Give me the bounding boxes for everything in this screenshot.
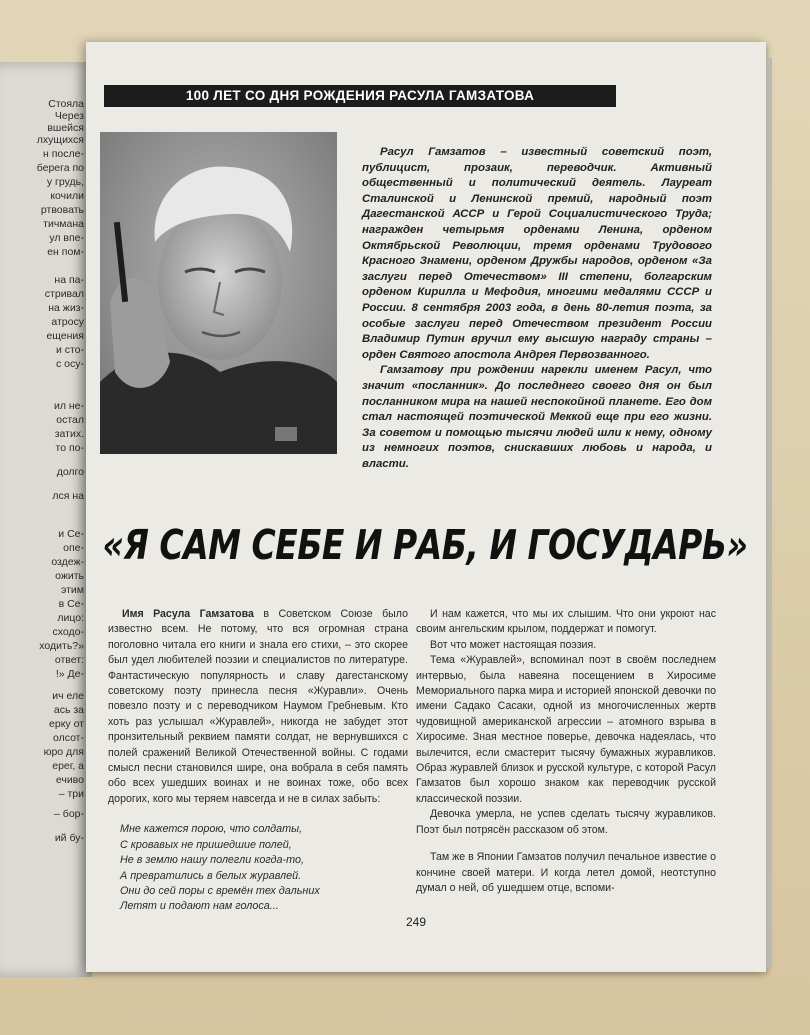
left-page-line: кочили <box>50 190 84 202</box>
poem-line: А превратились в белых журавлей. <box>120 869 302 882</box>
left-page-line: Через <box>54 110 84 122</box>
column-2-paragraph: И нам кажется, что мы их слышим. Что они укроют нас своим ангельским крылом, поддержат и помогут. <box>416 608 716 636</box>
left-page-line: ечиво <box>55 774 84 786</box>
left-page-line: лицо: <box>57 612 84 624</box>
left-page-line: этим <box>60 584 84 596</box>
column-1-text: в Советском Союзе было известно всем. Не потому, что вся огромная страна поголовно читала его книги и знала его стихи, – это скорее был удел любителей поэзии и специалистов по литературе. Фантастическую популярность и славу дагестанскому советскому поэту принесла песня «Журавли». Очень повезло поэту и с переводчиком Наумом Гребневым. Кто хоть раз услышал «Журавлей», никогда не забудет этот пронзительный реквием памяти солдат, не вернувшихся с полей сражений Великой Отечественной войны. С годами смысл песни становился шире, она вобрала в себя память обо всех ушедших воинах и не воинах тоже, обо всех дорогих, кого мы теряем навсегда и не в силах забыть: <box>108 608 408 805</box>
left-page-line: тичмана <box>43 218 84 230</box>
portrait-photo <box>100 132 337 454</box>
left-page-line: Стояла <box>48 98 84 110</box>
left-page-line: ий бу- <box>54 832 84 844</box>
left-page-line: ил не- <box>53 400 84 412</box>
bio-paragraph-2: Гамзатову при рождении нарекли именем Расул, что значит «посланник». До последнего своего дня он был посланником мира на нашей неспокойной планете. Его дом стал настоящей поэтической Меккой еще при его жизни. За советом и помощью тысячи людей шли к нему, одному из немногих поэтов, снискавших любовь и народа, и власти. <box>362 364 712 470</box>
paragraph-gap <box>416 838 716 850</box>
poem-line: Не в землю нашу полегли когда-то, <box>120 854 304 867</box>
left-page-line: берега по <box>36 162 84 174</box>
left-page-line: ась за <box>53 704 84 716</box>
column-2-paragraph: Там же в Японии Гамзатов получил печальное известие о кончине своей матери. И когда летел домой, неотступно думал о ней, об ушедшем отце, вспоми- <box>416 851 716 894</box>
left-page-line: опе- <box>63 542 84 554</box>
poem-line: Летят и подают нам голоса... <box>120 900 279 913</box>
section-banner: 100 ЛЕТ СО ДНЯ РОЖДЕНИЯ РАСУЛА ГАМЗАТОВА <box>104 85 616 107</box>
left-page-line: атросу <box>51 316 84 328</box>
biography-text <box>362 145 712 472</box>
left-page-line: – бор- <box>54 808 84 820</box>
left-page-line: и сто- <box>55 344 84 356</box>
left-page-line: ещения <box>46 330 84 342</box>
left-page-line: ерку от <box>49 718 84 730</box>
left-page-line: сходо- <box>52 626 84 638</box>
left-page-line: ответ: <box>54 654 84 666</box>
poem-line: С кровавых не пришедшие полей, <box>120 838 292 851</box>
poem-line: Мне кажется порою, что солдаты, <box>120 823 303 836</box>
left-page-line: в Се- <box>58 598 84 610</box>
left-page-line: с осу- <box>55 358 84 370</box>
left-page-line: ходить?» <box>39 640 84 652</box>
column-2-paragraph: Тема «Журавлей», вспоминал поэт в своём последнем интервью, была навеяна посещением в Хиросиме Мемориального парка мира и историей японской девочки по имени Садако Сасаки, одной из многочисленных жертв чудовищной американской агрессии – атомного взрыва в Хиросиме. Зная местное поверье, девочка надеялась, что вылечится, если смастерит тысячу бумажных журавликов. Образ журавлей близок и русской культуре, с которой Расул Гамзатов был хорошо знаком как переводчик русской классической поэзии. <box>416 654 716 805</box>
left-page-line: ул впе- <box>49 232 84 244</box>
lead-in: Имя Расула Гамзатова <box>122 608 254 620</box>
article-column-1 <box>108 607 408 915</box>
column-2-paragraph: Вот что может настоящая поэзия. <box>430 638 597 651</box>
left-page-line: затих. <box>54 428 84 440</box>
left-page-line: ртвовать <box>40 204 84 216</box>
left-page-line: и Се- <box>58 528 84 540</box>
poem-line: Они до сей поры с времён тех дальних <box>120 884 320 897</box>
left-page-line: остал <box>56 414 84 426</box>
bio-paragraph-1: Расул Гамзатов – известный советский поэт, публицист, прозаик, переводчик. Активный общественный и политический деятель. Лауреат Сталинской и Ленинской премий, народный поэт Дагестанской АССР и Герой Социалистического Труда; награжден четырьмя орденами Ленина, орденом Октябрьской Революции, тремя орденами Трудового Красного Знамени, орденом Дружбы народов, орденом «За заслуги перед Отечеством» III степени, болгарским орденом Кирилла и Мефодия, многими медалями СССР и России. 8 сентября 2003 года, в день 80-летия поэта, за особые заслуги перед Отечеством президент России Владимир Путин вручил ему высшую награду страны – орден Святого апостола Андрея Первозванного. <box>362 146 712 361</box>
left-page-line: ожить <box>55 570 84 582</box>
page-number: 249 <box>405 915 427 929</box>
left-page-line: н после- <box>43 148 84 160</box>
left-page-line: на па- <box>54 274 84 286</box>
left-page-line: лся на <box>52 490 84 502</box>
left-page-line: ич еле <box>52 690 84 702</box>
left-page-line: вшейся <box>47 122 84 134</box>
left-page-line: у грудь, <box>46 176 84 188</box>
left-page-line: на жиз- <box>48 302 84 314</box>
left-page-line: долго <box>56 466 84 478</box>
left-page-line: ерег, а <box>52 760 84 772</box>
article-headline: «Я САМ СЕБЕ И РАБ, И ГОСУДАРЬ» <box>102 520 748 569</box>
left-page-line: ен пом- <box>47 246 84 258</box>
left-page-line: лхущихся <box>36 134 84 146</box>
left-page-line: !» Де- <box>55 668 84 680</box>
poem-quote <box>108 822 408 914</box>
column-2-paragraph: Девочка умерла, не успев сделать тысячу журавликов. Поэт был потрясён рассказом об этом. <box>416 808 716 836</box>
article-column-2 <box>416 607 716 896</box>
column-1-paragraph <box>108 607 408 807</box>
left-page-line: – три <box>58 788 84 800</box>
left-page-line: стривал <box>44 288 84 300</box>
right-page <box>86 42 766 972</box>
left-page-line: оздеж- <box>51 556 84 568</box>
left-page-line: то по- <box>55 442 84 454</box>
left-page-line: олсот- <box>52 732 84 744</box>
left-page <box>0 62 92 977</box>
left-page-line: юро для <box>43 746 84 758</box>
